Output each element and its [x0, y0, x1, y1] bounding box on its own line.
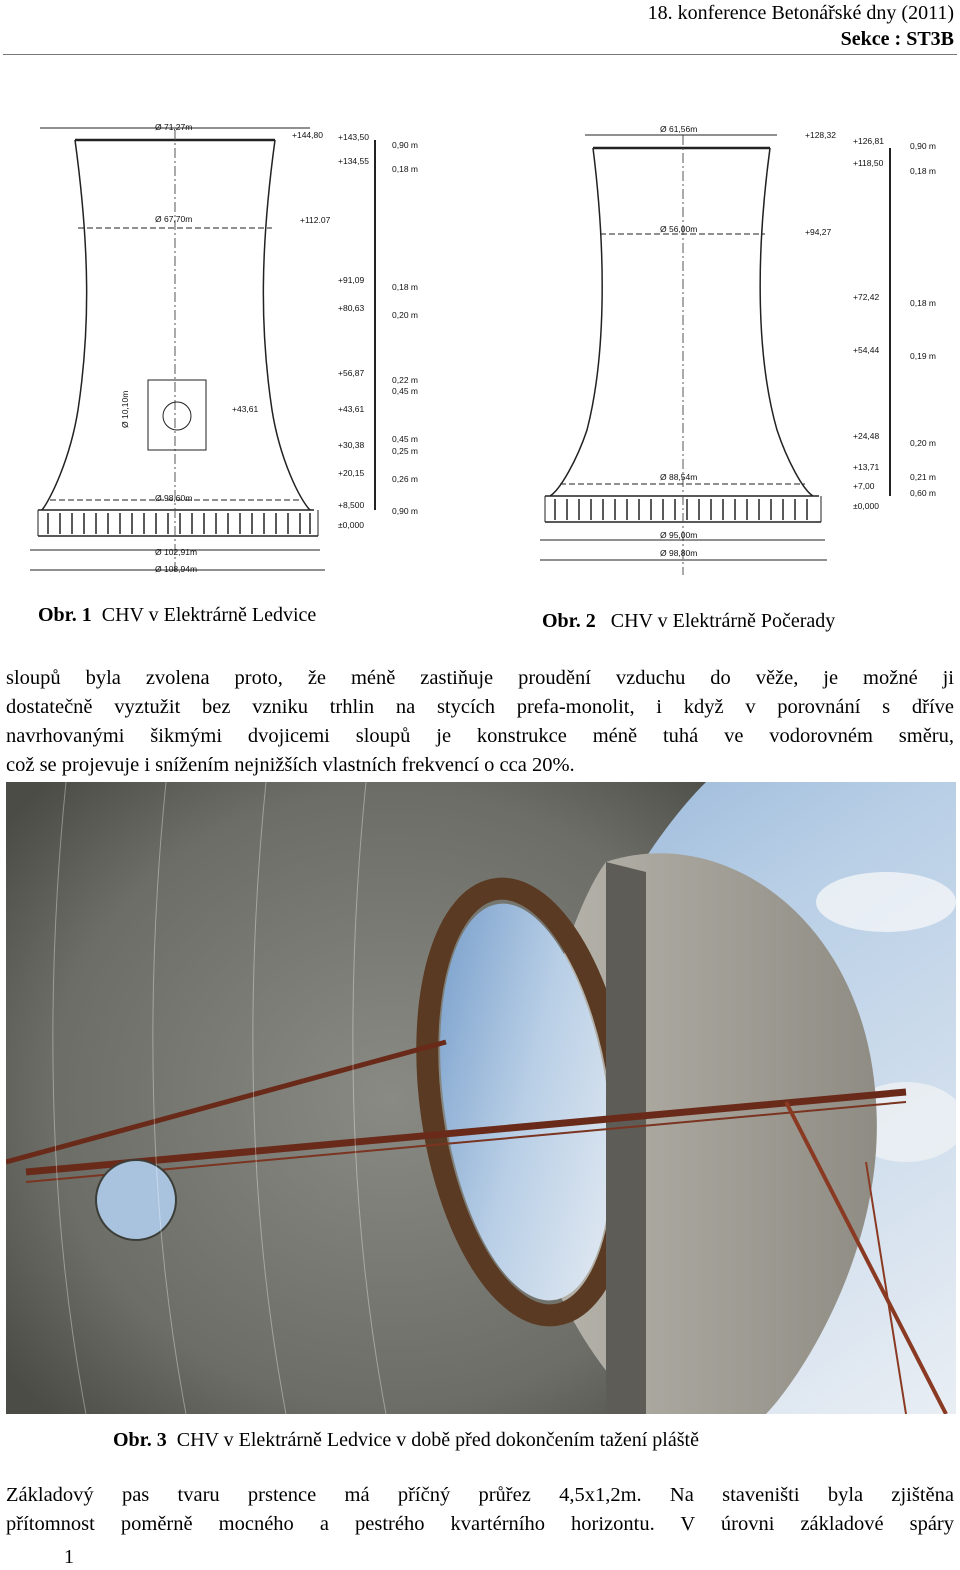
svg-text:0,90 m: 0,90 m — [392, 140, 418, 150]
svg-text:+43,61: +43,61 — [232, 404, 259, 414]
header-section: Sekce : ST3B — [840, 28, 954, 50]
figure-1-drawing — [20, 110, 440, 580]
svg-text:Ø 102,91m: Ø 102,91m — [155, 547, 198, 557]
paragraph-2-line: Základový pas tvaru prstence má příčný průřez 4,5x1,2m. Na staveništi byla zjištěna — [6, 1484, 954, 1506]
figure-3-caption-text: CHV v Elektrárně Ledvice v době před dokončením tažení pláště — [176, 1429, 699, 1451]
svg-text:0,22 m: 0,22 m — [392, 375, 418, 385]
svg-text:+56,87: +56,87 — [338, 368, 365, 378]
svg-text:+126,81: +126,81 — [853, 136, 884, 146]
svg-text:0,45 m: 0,45 m — [392, 434, 418, 444]
header-rule — [3, 54, 957, 55]
svg-text:+144,80: +144,80 — [292, 130, 323, 140]
svg-text:0,90 m: 0,90 m — [910, 141, 936, 151]
svg-text:Ø 56,00m: Ø 56,00m — [660, 224, 698, 234]
svg-text:0,26 m: 0,26 m — [392, 474, 418, 484]
svg-text:Ø 67,70m: Ø 67,70m — [155, 214, 193, 224]
svg-text:0,19 m: 0,19 m — [910, 351, 936, 361]
svg-text:+20,15: +20,15 — [338, 468, 365, 478]
svg-text:+30,38: +30,38 — [338, 440, 365, 450]
svg-text:+134,55: +134,55 — [338, 156, 369, 166]
paragraph-1-line: sloupů byla zvolena proto, že méně zastiňuje proudění vzduchu do věže, je možné ji — [6, 667, 954, 689]
figure-2-drawing — [515, 110, 955, 580]
svg-text:+143,50: +143,50 — [338, 132, 369, 142]
svg-text:Ø 61,56m: Ø 61,56m — [660, 124, 698, 134]
figure-1-caption — [38, 604, 316, 627]
svg-text:+112.07: +112.07 — [300, 215, 331, 225]
paragraph-1-line: což se projevuje i snížením nejnižších vlastních frekvencí o cca 20%. — [6, 754, 575, 776]
paragraph-1 — [6, 664, 954, 780]
figure-3-label: Obr. 3 — [113, 1429, 167, 1451]
svg-text:0,25 m: 0,25 m — [392, 446, 418, 456]
header-conference: 18. konference Betonářské dny (2011) — [647, 2, 954, 24]
svg-text:0,90 m: 0,90 m — [392, 506, 418, 516]
paragraph-2 — [6, 1481, 954, 1539]
svg-text:Ø 71,27m: Ø 71,27m — [155, 122, 193, 132]
svg-text:0,21 m: 0,21 m — [910, 472, 936, 482]
svg-text:±0,000: ±0,000 — [338, 520, 364, 530]
svg-text:0,60 m: 0,60 m — [910, 488, 936, 498]
svg-text:0,18 m: 0,18 m — [910, 298, 936, 308]
svg-text:0,18 m: 0,18 m — [910, 166, 936, 176]
svg-text:Ø 98,60m: Ø 98,60m — [155, 493, 193, 503]
svg-text:Ø 108,94m: Ø 108,94m — [155, 564, 198, 574]
figure-1-caption-text: CHV v Elektrárně Ledvice — [101, 604, 317, 626]
svg-text:+54,44: +54,44 — [853, 345, 880, 355]
svg-text:0,18 m: 0,18 m — [392, 282, 418, 292]
paragraph-2-line: přítomnost poměrně mocného a pestrého kvartérního horizontu. V úrovni základové spáry — [6, 1513, 954, 1535]
svg-text:+118,50: +118,50 — [853, 158, 884, 168]
svg-text:+94,27: +94,27 — [805, 227, 832, 237]
svg-text:0,45 m: 0,45 m — [392, 386, 418, 396]
svg-text:±0,000: ±0,000 — [853, 501, 879, 511]
svg-text:Ø 88,54m: Ø 88,54m — [660, 472, 698, 482]
figure-2-caption — [542, 610, 835, 633]
svg-text:+128,32: +128,32 — [805, 130, 836, 140]
svg-text:+7,00: +7,00 — [853, 481, 875, 491]
svg-text:+13,71: +13,71 — [853, 462, 880, 472]
figure-3-photo — [6, 782, 956, 1414]
svg-text:Ø 98,80m: Ø 98,80m — [660, 548, 698, 558]
svg-text:0,20 m: 0,20 m — [910, 438, 936, 448]
figure-3-caption — [113, 1429, 699, 1452]
svg-text:+43,61: +43,61 — [338, 404, 365, 414]
svg-text:0,18 m: 0,18 m — [392, 164, 418, 174]
paragraph-1-line: dostatečně vyztužit bez vzniku trhlin na stycích prefa-monolit, i když v porovnání s dříve — [6, 696, 954, 718]
svg-text:+72,42: +72,42 — [853, 292, 880, 302]
svg-text:+8,500: +8,500 — [338, 500, 365, 510]
figure-1-label: Obr. 1 — [38, 604, 92, 626]
svg-text:Ø 10,10m: Ø 10,10m — [120, 390, 130, 428]
svg-text:+80,63: +80,63 — [338, 303, 365, 313]
svg-text:0,20 m: 0,20 m — [392, 310, 418, 320]
figure-2-label: Obr. 2 — [542, 610, 596, 632]
svg-text:+91,09: +91,09 — [338, 275, 365, 285]
svg-text:+24,48: +24,48 — [853, 431, 880, 441]
page-number: 1 — [64, 1546, 74, 1568]
paragraph-1-line: navrhovanými šikmými dvojicemi sloupů je konstrukce méně tuhá ve vodorovném směru, — [6, 725, 954, 747]
figure-2-caption-text: CHV v Elektrárně Počerady — [610, 610, 836, 632]
svg-text:Ø 95,00m: Ø 95,00m — [660, 530, 698, 540]
